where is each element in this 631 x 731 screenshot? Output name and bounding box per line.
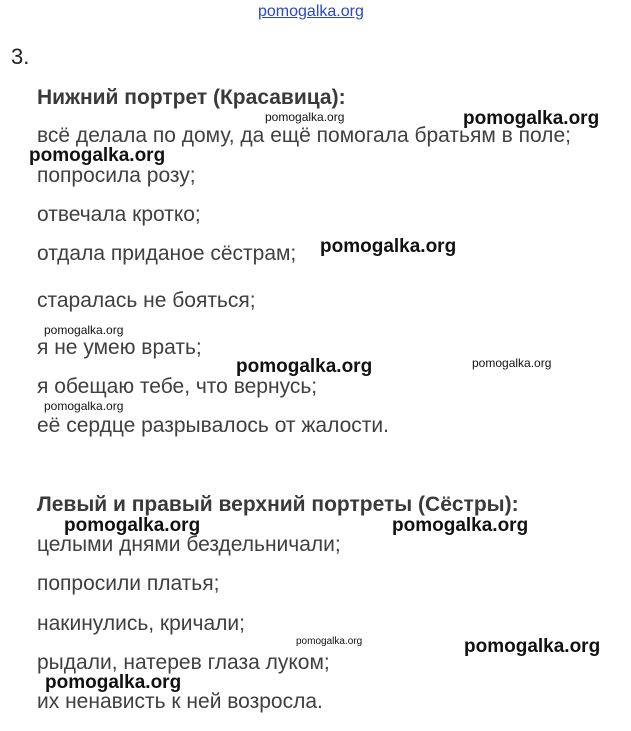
section1-line: я обещаю тебе, что вернусь;: [37, 375, 318, 398]
section1-line: старалась не бояться;: [37, 289, 256, 312]
watermark: pomogalka.org: [296, 636, 363, 647]
watermark: pomogalka.org: [45, 672, 182, 693]
section1-heading: Нижний портрет (Красавица):: [37, 86, 346, 109]
section2-line: попросили платья;: [37, 572, 220, 595]
watermark: pomogalka.org: [29, 145, 166, 166]
watermark: pomogalka.org: [320, 236, 457, 257]
watermark: pomogalka.org: [44, 399, 124, 413]
section2-line: рыдали, натерев глаза луком;: [37, 651, 330, 674]
task-number: 3.: [11, 44, 30, 69]
site-link[interactable]: pomogalka.org: [258, 3, 364, 20]
section2-line: целыми днями бездельничали;: [37, 533, 341, 556]
section1-line: отвечала кротко;: [37, 203, 201, 226]
section1-line: её сердце разрывалось от жалости.: [37, 414, 389, 437]
section1-line: я не умею врать;: [37, 336, 202, 359]
watermark: pomogalka.org: [236, 356, 373, 377]
section1-line: отдала приданое сёстрам;: [37, 242, 297, 265]
watermark: pomogalka.org: [463, 108, 600, 129]
section1-line: попросила розу;: [37, 164, 196, 187]
section2-heading: Левый и правый верхний портреты (Сёстры):: [37, 493, 519, 516]
watermark: pomogalka.org: [472, 356, 552, 370]
section2-line: их ненависть к ней возросла.: [37, 690, 323, 713]
watermark: pomogalka.org: [265, 110, 345, 124]
watermark: pomogalka.org: [464, 636, 601, 657]
section2-line: накинулись, кричали;: [37, 612, 245, 635]
section1-line: всё делала по дому, да ещё помогала братьям в поле;: [37, 124, 571, 147]
watermark: pomogalka.org: [392, 515, 529, 536]
watermark: pomogalka.org: [64, 515, 201, 536]
watermark: pomogalka.org: [44, 323, 124, 337]
